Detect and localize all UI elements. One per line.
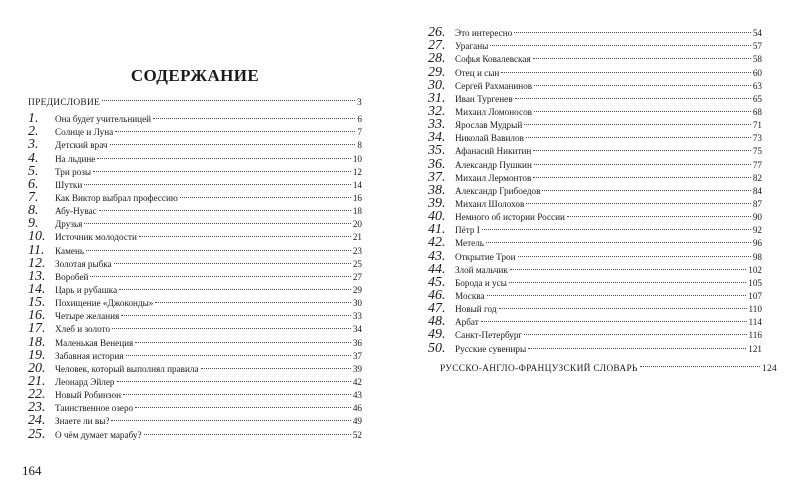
toc-entry-label: Открытие Трои: [455, 251, 516, 262]
toc-entries-left: [28, 109, 362, 442]
leader-dots: [533, 141, 751, 154]
toc-entry-number: 29.: [428, 64, 446, 80]
toc-entry-page: 6: [357, 114, 362, 125]
toc-entry-number: 34.: [428, 130, 446, 146]
toc-entry-number: 41.: [428, 222, 446, 238]
page-number: 164: [22, 463, 42, 478]
toc-entry-number: 47.: [428, 301, 446, 317]
toc-entry-label: Софья Ковалевская: [455, 54, 531, 65]
toc-entry-number: 32.: [428, 103, 446, 119]
toc-entry-page: 96: [752, 238, 762, 249]
leader-dots: [99, 201, 351, 214]
toc-entry-number: 42.: [428, 235, 446, 251]
leader-dots: [201, 359, 351, 372]
leader-dots: [528, 338, 746, 351]
toc-entry-label: Александр Грибоедов: [455, 185, 541, 196]
leader-dots: [510, 260, 746, 273]
toc-entry-label: Абу-Нувас: [55, 206, 97, 217]
toc-entry-label: Воробей: [55, 271, 89, 282]
toc-entry-label: Как Виктор выбрал профессию: [55, 192, 178, 203]
toc-entry-label: Источник молодости: [55, 232, 137, 243]
leader-dots: [534, 76, 751, 89]
toc-entry-page: 23: [352, 245, 362, 256]
leader-dots: [509, 273, 746, 286]
toc-entry-page: 14: [352, 179, 362, 190]
toc-entry-number: 45.: [428, 274, 446, 290]
toc-entry-page: 60: [752, 67, 762, 78]
toc-entry-label: ПРЕДИСЛОВИЕ: [28, 98, 101, 109]
toc-entry-page: 105: [748, 277, 762, 288]
toc-entry-page: 34: [352, 324, 362, 335]
toc-entries-right: [428, 23, 762, 356]
toc-entry-page: 25: [352, 258, 362, 269]
leader-dots: [155, 293, 350, 306]
toc-entry-number: 25.: [28, 426, 46, 442]
toc-entry-label: Таинственное озеро: [55, 403, 134, 414]
toc-entry-page: 20: [352, 219, 362, 230]
toc-dictionary[interactable]: [440, 358, 777, 374]
toc-entry-label: На льдине: [55, 153, 96, 164]
leader-dots: [524, 325, 746, 338]
leader-dots: [117, 372, 351, 385]
toc-entry-label: Маленькая Венеция: [55, 337, 134, 348]
toc-entry-label: Метель: [455, 238, 484, 249]
toc-entry-label: Афанасий Никитин: [455, 146, 532, 157]
toc-entry-page: 82: [752, 172, 762, 183]
toc-entry-label: РУССКО-АНГЛО-ФРАНЦУЗСКИЙ СЛОВАРЬ: [440, 364, 638, 375]
leader-dots: [102, 92, 355, 105]
leader-dots: [111, 411, 350, 424]
toc-entry-number: 28.: [428, 51, 446, 67]
toc-entry-page: 87: [752, 198, 762, 209]
leader-dots: [486, 233, 751, 246]
leader-dots: [139, 227, 351, 240]
toc-entry-page: 7: [357, 127, 362, 138]
leader-dots: [123, 385, 351, 398]
toc-entry-page: 16: [352, 192, 362, 203]
toc-entry-label: Санкт-Петербург: [455, 330, 523, 341]
toc-entry-page: 36: [352, 337, 362, 348]
toc-entry-number: 16.: [28, 308, 46, 324]
toc-entry-number: 18.: [28, 334, 46, 350]
toc-entry-number: 21.: [28, 373, 46, 389]
toc-entry-page: 29: [352, 284, 362, 295]
toc-entry-label: Отец и сын: [455, 67, 500, 78]
leader-dots: [481, 312, 747, 325]
toc-entry-number: 17.: [28, 321, 46, 337]
toc-entry-label: Арбат: [455, 317, 479, 328]
toc-entry-page: 90: [752, 212, 762, 223]
toc-entry-page: 63: [752, 80, 762, 91]
toc-entry-page: 58: [752, 54, 762, 65]
toc-entry-page: 110: [748, 304, 762, 315]
leader-dots: [114, 254, 351, 267]
toc-entry-page: 77: [752, 159, 762, 170]
toc-entry-label: Москва: [455, 290, 485, 301]
toc-entry-number: 50.: [428, 340, 446, 356]
leader-dots: [534, 154, 751, 167]
toc-entry-number: 7.: [28, 189, 39, 205]
toc-title: СОДЕРЖАНИЕ: [130, 66, 260, 85]
leader-dots: [499, 299, 747, 312]
toc-entry-number: 9.: [28, 216, 39, 232]
toc-entry-number: 14.: [28, 281, 46, 297]
leader-dots: [487, 286, 747, 299]
toc-entry-number: 40.: [428, 209, 446, 225]
toc-entry-number: 19.: [28, 347, 46, 363]
leader-dots: [526, 194, 751, 207]
toc-entry-page: 8: [357, 140, 362, 151]
toc-entry-number: 43.: [428, 248, 446, 264]
toc-entry-number: 5.: [28, 163, 39, 179]
toc-entry-number: 26.: [428, 25, 446, 41]
toc-entry-number: 2.: [28, 124, 39, 140]
toc-entry-page: 42: [352, 376, 362, 387]
toc-entry-label: Новый год: [455, 304, 497, 315]
toc-entry[interactable]: [28, 109, 362, 127]
toc-entry-page: 49: [352, 416, 362, 427]
toc-entry-number: 10.: [28, 229, 46, 245]
toc-entry-number: 44.: [428, 261, 446, 277]
toc-entry-number: 33.: [428, 117, 446, 133]
toc-entry-label: Это интересно: [455, 28, 513, 39]
toc-entry-page: 68: [752, 106, 762, 117]
leader-dots: [86, 240, 351, 253]
leader-dots: [126, 346, 351, 359]
toc-entry-page: 33: [352, 311, 362, 322]
leader-dots: [524, 115, 751, 128]
toc-entry-number: 13.: [28, 268, 46, 284]
leader-dots: [121, 306, 351, 319]
leader-dots: [180, 188, 351, 201]
toc-entry-label: Пётр I: [455, 225, 480, 236]
leader-dots: [640, 358, 760, 371]
toc-entry-number: 35.: [428, 143, 446, 159]
toc-entry-page: 52: [352, 429, 362, 440]
toc-entry-page: 71: [752, 120, 762, 131]
toc-entry-page: 92: [752, 225, 762, 236]
toc-entry[interactable]: [428, 23, 762, 41]
toc-entry-label: Золотая рыбка: [55, 258, 112, 269]
leader-dots: [135, 398, 351, 411]
toc-entry-label: Новый Робинзон: [55, 390, 122, 401]
leader-dots: [533, 168, 751, 181]
toc-entry-page: 21: [352, 232, 362, 243]
toc-entry-page: 84: [752, 185, 762, 196]
toc-entry-number: 31.: [428, 90, 446, 106]
toc-entry-label: Четыре желания: [55, 311, 120, 322]
leader-dots: [518, 246, 751, 259]
toc-entry-page: 37: [352, 350, 362, 361]
leader-dots: [112, 319, 351, 332]
leader-dots: [135, 332, 351, 345]
toc-entry-label: Похищение «Джоконды»: [55, 298, 154, 309]
toc-entry-label: Царь и рубашка: [55, 284, 118, 295]
toc-entry-page: 54: [752, 28, 762, 39]
toc-entry-page: 121: [748, 343, 762, 354]
toc-entry-page: 18: [352, 206, 362, 217]
toc-entry-page: 43: [352, 390, 362, 401]
leader-dots: [534, 102, 751, 115]
toc-entry-label: Злой мальчик: [455, 264, 508, 275]
toc-entry-number: 37.: [428, 169, 446, 185]
toc-entry-label: Михаил Ломоносов: [455, 106, 533, 117]
toc-entry-number: 3.: [28, 137, 39, 153]
toc-entry-label: Русские сувениры: [455, 343, 527, 354]
toc-entry-number: 22.: [28, 387, 46, 403]
toc-entry-label: Она будет учительницей: [55, 114, 152, 125]
leader-dots: [90, 267, 350, 280]
toc-entry-number: 20.: [28, 360, 46, 376]
toc-entry-page: 3: [357, 98, 362, 109]
leader-dots: [515, 89, 751, 102]
leader-dots: [501, 62, 750, 75]
toc-entry-label: Михаил Шолохов: [455, 198, 525, 209]
toc-entry-label: Три розы: [55, 166, 92, 177]
toc-entry-number: 15.: [28, 295, 46, 311]
toc-entry-page: 12: [352, 166, 362, 177]
toc-entry-label: Друзья: [55, 219, 83, 230]
leader-dots: [144, 424, 351, 437]
toc-entry-page: 107: [748, 290, 762, 301]
toc-entry-label: Сергей Рахманинов: [455, 80, 533, 91]
toc-entry-number: 36.: [428, 156, 446, 172]
toc-entry-number: 39.: [428, 195, 446, 211]
leader-dots: [153, 109, 355, 122]
toc-entry-number: 8.: [28, 203, 39, 219]
leader-dots: [115, 122, 355, 135]
toc-entry-label: Леонард Эйлер: [55, 376, 115, 387]
leader-dots: [110, 135, 356, 148]
leader-dots: [526, 128, 751, 141]
leader-dots: [533, 49, 751, 62]
toc-entry-number: 1.: [28, 111, 39, 127]
toc-entry-page: 39: [352, 363, 362, 374]
toc-entry-page: 10: [352, 153, 362, 164]
toc-entry-page: 65: [752, 93, 762, 104]
toc-entry-label: Солнце и Луна: [55, 127, 114, 138]
toc-entry-number: 12.: [28, 255, 46, 271]
leader-dots: [84, 214, 350, 227]
leader-dots: [567, 207, 751, 220]
toc-entry-number: 6.: [28, 176, 39, 192]
toc-entry-label: Хлеб и золото: [55, 324, 111, 335]
toc-entry-page: 46: [352, 403, 362, 414]
toc-entry-number: 46.: [428, 287, 446, 303]
toc-entry-number: 11.: [28, 242, 45, 258]
toc-entry-page: 98: [752, 251, 762, 262]
leader-dots: [97, 148, 350, 161]
leader-dots: [490, 36, 751, 49]
toc-entry-number: 24.: [28, 413, 46, 429]
toc-entry-label: Борода и усы: [455, 277, 507, 288]
toc-entry-label: О чём думает марабу?: [55, 429, 142, 440]
toc-preface[interactable]: [28, 92, 362, 108]
toc-entry-page: 75: [752, 146, 762, 157]
leader-dots: [84, 175, 351, 188]
toc-entry-page: 116: [748, 330, 762, 341]
toc-entry-label: Ураганы: [455, 41, 489, 52]
toc-entry-label: Человек, который выполнял правила: [55, 363, 199, 374]
toc-entry-number: 30.: [428, 77, 446, 93]
toc-list-left: [28, 92, 362, 108]
leader-dots: [119, 280, 351, 293]
toc-entry-number: 49.: [428, 327, 446, 343]
toc-entry-number: 4.: [28, 150, 39, 166]
toc-entry-label: Ярослав Мудрый: [455, 120, 523, 131]
toc-entry-number: 48.: [428, 314, 446, 330]
toc-entry-label: Камень: [55, 245, 85, 256]
toc-entry-page: 102: [748, 264, 762, 275]
leader-dots: [542, 181, 750, 194]
toc-entry-label: Детский врач: [55, 140, 108, 151]
right-page: [400, 0, 800, 500]
leader-dots: [482, 220, 751, 233]
toc-entry-label: Шутки: [55, 179, 83, 190]
leader-dots: [514, 23, 751, 36]
toc-entry-label: Михаил Лермонтов: [455, 172, 532, 183]
toc-entry-page: 73: [752, 133, 762, 144]
toc-entry-label: Александр Пушкин: [455, 159, 532, 170]
toc-entry-number: 27.: [428, 38, 446, 54]
toc-entry-page: 27: [352, 271, 362, 282]
leader-dots: [93, 162, 351, 175]
toc-entry-label: Николай Вавилов: [455, 133, 524, 144]
toc-entry-page: 57: [752, 41, 762, 52]
toc-entry-label: Иван Тургенев: [455, 93, 513, 104]
toc-entry-page: 114: [748, 317, 762, 328]
toc-entry-label: Забавная история: [55, 350, 124, 361]
toc-entry-number: 23.: [28, 400, 46, 416]
toc-entry-page: 124: [762, 364, 777, 375]
toc-entry-number: 38.: [428, 182, 446, 198]
toc-entry-label: Немного об истории России: [455, 212, 565, 223]
toc-entry-page: 30: [352, 298, 362, 309]
toc-entry-label: Знаете ли вы?: [55, 416, 110, 427]
